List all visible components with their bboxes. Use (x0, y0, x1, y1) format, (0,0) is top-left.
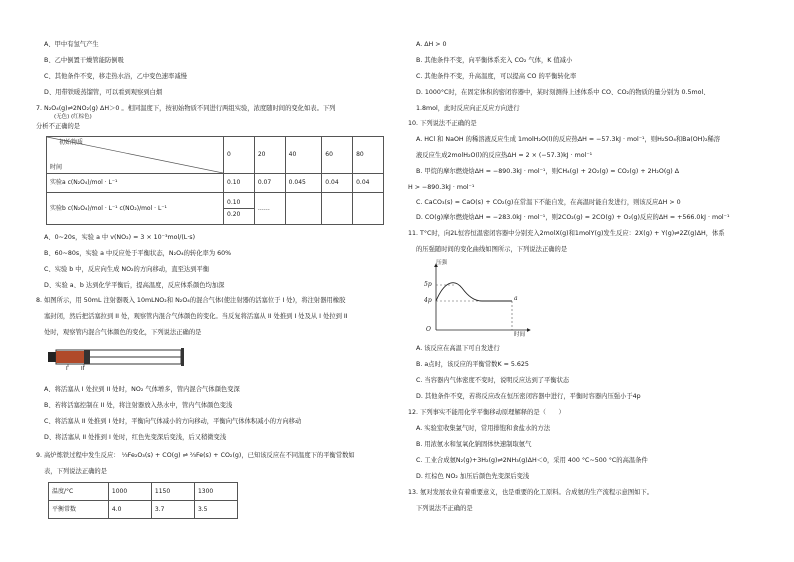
time-cell: 80 (353, 137, 384, 174)
option-a: A、甲中有氢气产生 (44, 41, 99, 48)
q8-option-a: A、将活塞从 I 处拉到 II 处时，NO₂ 气体增多，管内混合气体颜色变深 (44, 386, 240, 393)
time-cell: 20 (254, 137, 285, 174)
q9-option-c: C. 其他条件不变，升高温度，可以提高 CO 的平衡转化率 (416, 73, 577, 80)
time-cell: 0 (224, 137, 255, 174)
header-time: 时间 (50, 163, 63, 171)
q8-option-d: D、将活塞从 II 处推到 I 处时，红色先变深后变浅，后又稍微变浅 (44, 434, 227, 441)
question-10-stem: 10. 下列说法不正确的是 (408, 120, 477, 127)
q11-option-d: D. 其他条件不变，若将反应改在恒压密闭容器中进行，平衡时容器内压强小于4p (416, 393, 641, 400)
row-a-cell: 0.04 (353, 174, 384, 193)
t9-cell: 3.7 (151, 501, 194, 519)
q10-option-a-2: 液反应生成2molH₂O(l)的反应热ΔH = 2 × (−57.3)kJ · mol⁻¹ (416, 152, 593, 159)
q9-option-a: A. ΔH > 0 (416, 41, 447, 48)
question-9-stem-1: 9. 高炉炼铁过程中发生反应： ⅓Fe₂O₃(s) + CO(g) ⇌ ⅔Fe(s) + CO₂(g)，已知该反应在不同温度下的平衡常数如 (36, 452, 355, 459)
question-7-color-note: (无色) (红棕色) (54, 114, 92, 120)
row-a-cell: 0.10 (224, 174, 255, 193)
q10-option-a-1: A. HCl 和 NaOH 的稀溶液反应生成 1molH₂O(l)的反应热ΔH = −57.3kJ · mol⁻¹，则H₂SO₄和Ba(OH)₂稀溶 (416, 136, 721, 143)
graph-point-a: a (514, 295, 518, 302)
question-8-stem-1: 8. 如图所示，用 50mL 注射器吸入 10mLNO₂和 N₂O₄的混合气体(使注射器的活塞位于 I 处)，将注射器用橡胶 (36, 297, 346, 304)
time-cell: 60 (322, 137, 353, 174)
q7-option-b: B、60~80s，实验 a 中反应处于平衡状态，N₂O₄的转化率为 60% (44, 250, 232, 257)
syringe-diagram (44, 342, 194, 372)
question-9-table (48, 482, 238, 519)
option-c: C、其他条件不变，移走热水浴，乙中变色速率减慢 (44, 73, 187, 80)
question-9-stem-2: 表，下列说法正确的是 (44, 468, 107, 475)
graph-y-label: 压强 (436, 260, 448, 266)
q10-option-c: C. CaCO₃(s) = CaO(s) + CO₂(g)在常温下不能自发，在高温时能自发进行，则该反应ΔH > 0 (416, 199, 681, 206)
q11-option-c: C. 当容器内气体密度不变时，说明反应达到了平衡状态 (416, 377, 570, 384)
q11-option-b: B. a点时，该反应的平衡常数K = 5.625 (416, 361, 529, 368)
t9-cell: 4.0 (108, 501, 151, 519)
q7-option-d: D、实验 a、b 达到化学平衡后，提高温度，反应体系颜色均加深 (44, 282, 225, 289)
option-d: D、用带铁暖蒸馏管，可以看到观察到白烟 (44, 89, 163, 96)
q12-option-c: C. 工业合成氨N₂(g)+3H₂(g)⇌2NH₃(g)ΔH＜0，采用 400 °C~500 °C的高温条件 (416, 457, 648, 464)
row-a-cell: 0.045 (285, 174, 322, 193)
question-12-stem: 12. 下列事实不能用化学平衡移动原理解释的是（ ） (408, 409, 565, 416)
row-a-label: 实验a c(N₂O₄)/mol · L⁻¹ (47, 174, 224, 193)
question-8-stem-3: 处时，观察管内混合气体颜色的变化，下列说法正确的是 (44, 329, 202, 336)
row-b-empty (285, 193, 322, 225)
question-7-stem-end: 分析不正确的是 (36, 123, 81, 130)
table-header-diagonal (47, 137, 224, 174)
row-b-label: 实验b c(N₂O₄)/mol · L⁻¹ c(NO₂)/mol · L⁻¹ (47, 193, 224, 225)
q8-option-c: C、将活塞从 II 处推到 I 处时，平衡向气体减小的方向移动，平衡向气体体积减小的方向移动 (44, 418, 302, 425)
header-initial-substance: 初始物质 (59, 139, 84, 146)
t9-cell: 平衡常数 (49, 501, 109, 519)
row-a-cell: 0.04 (322, 174, 353, 193)
question-7-table (46, 136, 384, 225)
q8-option-b: B、若将活塞控制在 II 处，将注射器放入热水中，管内气体颜色变浅 (44, 402, 233, 409)
row-b-value-1: 0.10 (224, 197, 254, 210)
graph-tick-5p: 5p (424, 281, 432, 288)
q12-option-d: D. 红棕色 NO₂ 加压后颜色先变深后变浅 (416, 473, 530, 480)
row-b-cell (224, 193, 255, 225)
t9-cell: 1150 (151, 483, 194, 501)
row-b-value-2: 0.20 (227, 211, 241, 218)
syringe-label-i: I (66, 366, 68, 372)
question-11-stem-2: 的压强随时间的变化曲线如图所示，下列说法正确的是 (416, 246, 568, 253)
q10-option-d: D. CO(g)摩尔燃烧焓ΔH = −283.0kJ · mol⁻¹，则2CO₂(g) = 2CO(g) + O₂(g)反应的ΔH = +566.0kJ · mol⁻¹ (416, 214, 730, 221)
question-8-stem-2: 塞封闭，然后把活塞拉到 II 处，观察管内混合气体颜色的变化。当反复将活塞从 II 处推到 I 处及从 I 处拉到 II (44, 313, 348, 320)
graph-tick-4p: 4p (424, 297, 432, 304)
pressure-time-graph (422, 260, 534, 340)
question-13-stem-1: 13. 氨对发展农业有着重要意义，也是重要的化工原料。合成氨的生产流程示意图如下。 (408, 489, 654, 496)
question-7-stem: 7. N₂O₄(g)⇌2NO₂(g) ΔH＞0 。相同温度下，按初始物质不同进行两组实验，浓度随时间的变化如表。下列 (36, 105, 336, 112)
q9-option-b: B. 其他条件不变，向平衡体系充入 CO₂ 气体，K 值减小 (416, 57, 573, 64)
q12-option-a: A. 实验室收集氯气时，常用排饱和食盐水的方法 (416, 425, 551, 432)
q12-option-b: B. 用浓氨水和氢氧化钠固体快速制取氨气 (416, 441, 532, 448)
t9-cell: 1300 (194, 483, 237, 501)
question-11-stem-1: 11. T°C时，向2L恒容恒温密闭容器中分别充入2molX(g)和1molY(g)发生反应：2X(g) + Y(g)⇌2Z(g)ΔH，体系 (408, 230, 725, 237)
row-a-cell: 0.07 (254, 174, 285, 193)
row-b-empty (322, 193, 353, 225)
q7-option-c: C、实验 b 中，反应向生成 NO₂的方向移动，直至达到平衡 (44, 266, 210, 273)
q9-option-d: D. 1000°C时，在固定体积的密闭容器中，某时刻测得上述体系中 CO、CO₂的物质的量分别为 0.5mol、 (416, 89, 710, 96)
q10-option-b-1: B. 甲烷的摩尔燃烧焓ΔH = −890.3kJ · mol⁻¹，则CH₄(g) + 2O₂(g) = CO₂(g) + 2H₂O(g) Δ (416, 168, 680, 175)
q11-option-a: A. 该反应在高温下可自发进行 (416, 345, 500, 352)
row-b-dots: …… (254, 193, 285, 225)
t9-cell: 1000 (108, 483, 151, 501)
option-b: B、乙中倒置干燥管能防倒吸 (44, 57, 124, 64)
syringe-label-ii: II (81, 366, 85, 372)
time-cell: 40 (285, 137, 322, 174)
graph-x-label: 时间 (514, 332, 526, 338)
t9-cell: 温度/°C (49, 483, 109, 501)
question-13-stem-2: 下列说法不正确的是 (416, 505, 473, 512)
q9-option-d-cont: 1.8mol，此时反应向正反应方向进行 (416, 105, 520, 112)
q7-option-a: A、0~20s，实验 a 中 v(NO₂) = 3 × 10⁻³mol/(L·s) (44, 234, 196, 241)
q10-option-b-2: H > −890.3kJ · mol⁻¹ (408, 184, 475, 191)
t9-cell: 3.5 (194, 501, 237, 519)
row-b-empty (353, 193, 384, 225)
graph-origin: O (426, 326, 431, 333)
